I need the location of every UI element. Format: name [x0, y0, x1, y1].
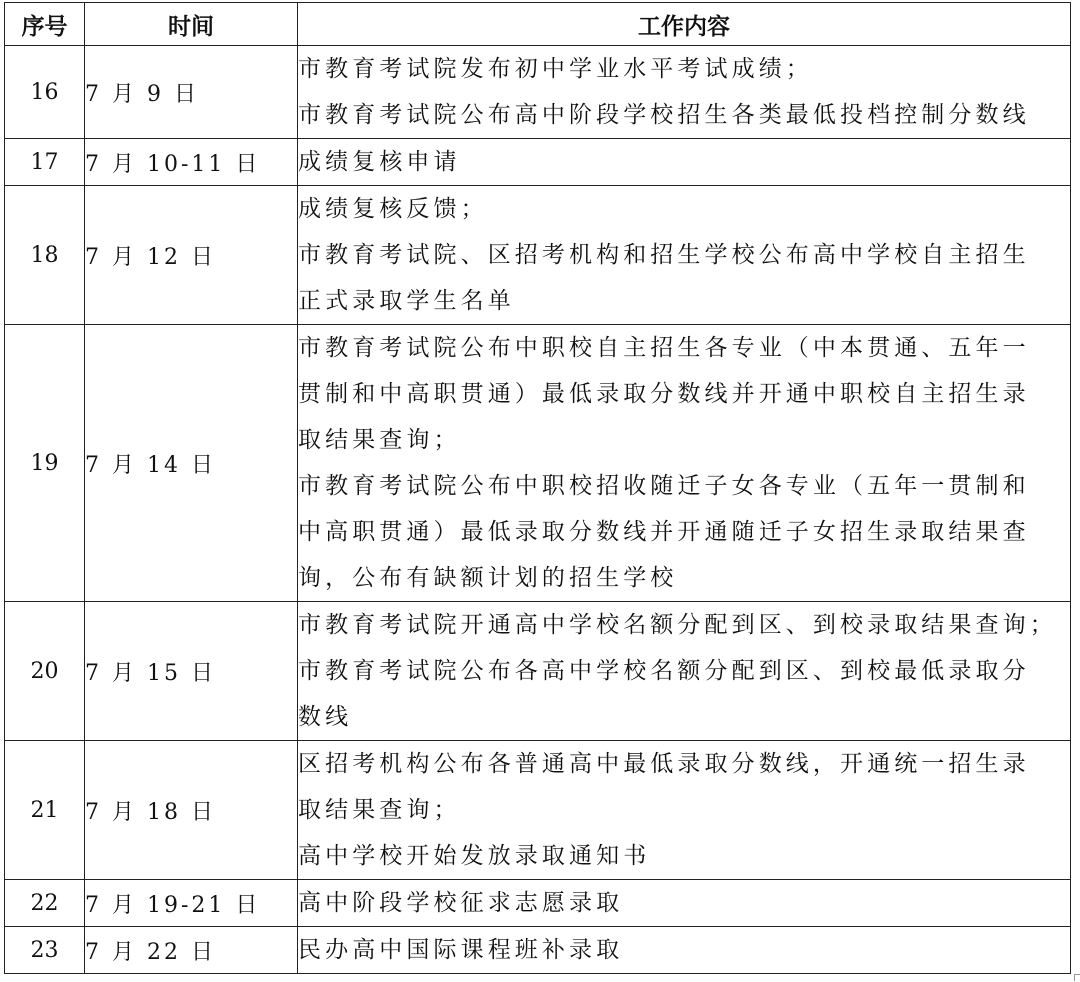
row-time-cell: 7 月 18 日 [85, 741, 298, 880]
row-time-cell: 7 月 12 日 [85, 186, 298, 325]
row-time-cell: 7 月 9 日 [85, 46, 298, 139]
row-content-cell [298, 46, 1071, 139]
row-time-cell: 7 月 14 日 [85, 325, 298, 602]
header-seq: 序号 [5, 3, 85, 46]
table-row [5, 186, 1071, 325]
table-row [5, 880, 1071, 927]
row-time-cell: 7 月 10-11 日 [85, 139, 298, 186]
row-time-cell: 7 月 19-21 日 [85, 880, 298, 927]
content-line: 区招考机构公布各普通高中最低录取分数线，开通统一招生录 [298, 751, 1030, 777]
content-line: 高中学校开始发放录取通知书 [298, 843, 651, 869]
table-header [5, 3, 1071, 46]
content-line: 高中阶段学校征求志愿录取 [298, 890, 624, 916]
content-line: 正式录取学生名单 [298, 288, 515, 314]
row-seq-cell: 22 [5, 880, 85, 927]
content-line: 市教育考试院公布中职校招收随迁子女各专业（五年一贯制和 [298, 473, 1030, 499]
content-line: 市教育考试院公布中职校自主招生各专业（中本贯通、五年一 [298, 335, 1030, 361]
row-content-cell [298, 880, 1071, 927]
row-seq-cell: 21 [5, 741, 85, 880]
row-seq-cell: 16 [5, 46, 85, 139]
content-line: 市教育考试院、区招考机构和招生学校公布高中学校自主招生 [298, 242, 1030, 268]
crop-corner-mark [1074, 974, 1080, 981]
row-content-cell [298, 186, 1071, 325]
content-line: 市教育考试院发布初中学业水平考试成绩； [298, 56, 813, 82]
content-line: 市教育考试院公布高中阶段学校招生各类最低投档控制分数线 [298, 102, 1030, 128]
row-seq-cell: 20 [5, 602, 85, 741]
row-content-cell [298, 139, 1071, 186]
content-line: 市教育考试院公布各高中学校名额分配到区、到校最低录取分 [298, 658, 1030, 684]
row-content-cell [298, 741, 1071, 880]
content-line: 中高职贯通）最低录取分数线并开通随迁子女招生录取结果查 [298, 519, 1030, 545]
row-time-cell: 7 月 15 日 [85, 602, 298, 741]
table-body [5, 46, 1071, 974]
table-row [5, 46, 1071, 139]
content-line: 成绩复核反馈； [298, 196, 488, 222]
header-content: 工作内容 [298, 3, 1071, 46]
table-row [5, 325, 1071, 602]
header-row [5, 3, 1071, 46]
row-seq-cell: 23 [5, 927, 85, 974]
row-content-cell [298, 602, 1071, 741]
table-row [5, 927, 1071, 974]
content-line: 贯制和中高职贯通）最低录取分数线并开通中职校自主招生录 [298, 381, 1030, 407]
content-line: 市教育考试院开通高中学校名额分配到区、到校录取结果查询； [298, 612, 1057, 638]
header-time: 时间 [85, 3, 298, 46]
content-line: 民办高中国际课程班补录取 [298, 937, 624, 963]
row-time-cell: 7 月 22 日 [85, 927, 298, 974]
table-row [5, 139, 1071, 186]
content-line: 询，公布有缺额计划的招生学校 [298, 565, 678, 591]
content-line: 数线 [298, 704, 353, 730]
content-line: 取结果查询； [298, 427, 461, 453]
row-content-cell [298, 927, 1071, 974]
admission-schedule-table [4, 2, 1071, 974]
content-line: 取结果查询； [298, 797, 461, 823]
content-line: 成绩复核申请 [298, 149, 461, 175]
row-seq-cell: 18 [5, 186, 85, 325]
row-content-cell [298, 325, 1071, 602]
row-seq-cell: 17 [5, 139, 85, 186]
table-row [5, 741, 1071, 880]
row-seq-cell: 19 [5, 325, 85, 602]
table-row [5, 602, 1071, 741]
